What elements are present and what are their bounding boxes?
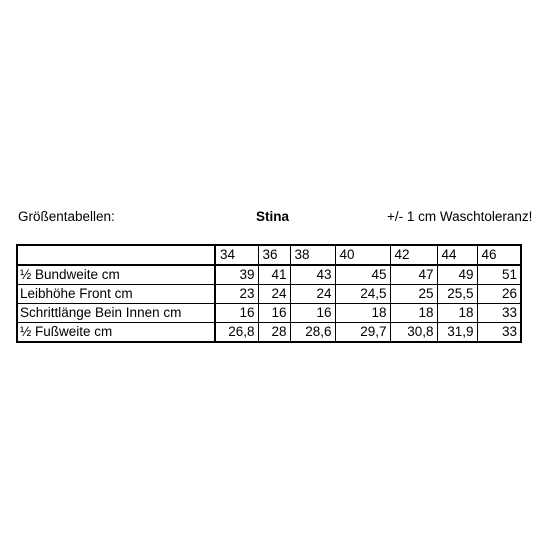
product-name: Stina — [256, 209, 290, 224]
value-cell: 24,5 — [335, 285, 390, 304]
row-label-bundweite: ½ Bundweite cm — [17, 265, 215, 285]
value-cell: 16 — [290, 304, 335, 323]
value-cell: 16 — [258, 304, 290, 323]
size-header-cell: 44 — [437, 245, 477, 265]
size-header-row — [17, 245, 521, 265]
row-label-leibhoehe: Leibhöhe Front cm — [17, 285, 215, 304]
size-table — [16, 244, 522, 343]
value-cell: 18 — [390, 304, 437, 323]
size-header-cell: 42 — [390, 245, 437, 265]
value-cell: 18 — [335, 304, 390, 323]
table-row — [17, 304, 521, 323]
value-cell: 28 — [258, 323, 290, 343]
wash-tolerance-note: +/- 1 cm Waschtoleranz! — [387, 209, 533, 224]
value-cell: 25 — [390, 285, 437, 304]
value-cell: 30,8 — [390, 323, 437, 343]
header-corner-cell — [17, 245, 215, 265]
size-chart-label: Größentabellen: — [18, 209, 115, 224]
size-header-cell: 38 — [290, 245, 335, 265]
size-header-cell: 36 — [258, 245, 290, 265]
table-row — [17, 265, 521, 285]
size-header-cell: 46 — [477, 245, 521, 265]
value-cell: 24 — [258, 285, 290, 304]
value-cell: 18 — [437, 304, 477, 323]
row-label-fussweite: ½ Fußweite cm — [17, 323, 215, 343]
value-cell: 41 — [258, 265, 290, 285]
value-cell: 39 — [215, 265, 258, 285]
row-label-schrittlaenge: Schrittlänge Bein Innen cm — [17, 304, 215, 323]
value-cell: 33 — [477, 304, 521, 323]
table-row — [17, 285, 521, 304]
value-cell: 31,9 — [437, 323, 477, 343]
value-cell: 51 — [477, 265, 521, 285]
value-cell: 28,6 — [290, 323, 335, 343]
value-cell: 29,7 — [335, 323, 390, 343]
value-cell: 23 — [215, 285, 258, 304]
value-cell: 47 — [390, 265, 437, 285]
value-cell: 49 — [437, 265, 477, 285]
value-cell: 26,8 — [215, 323, 258, 343]
value-cell: 33 — [477, 323, 521, 343]
value-cell: 45 — [335, 265, 390, 285]
value-cell: 24 — [290, 285, 335, 304]
value-cell: 26 — [477, 285, 521, 304]
value-cell: 16 — [215, 304, 258, 323]
value-cell: 43 — [290, 265, 335, 285]
value-cell: 25,5 — [437, 285, 477, 304]
size-header-cell: 34 — [215, 245, 258, 265]
table-row — [17, 323, 521, 343]
size-header-cell: 40 — [335, 245, 390, 265]
